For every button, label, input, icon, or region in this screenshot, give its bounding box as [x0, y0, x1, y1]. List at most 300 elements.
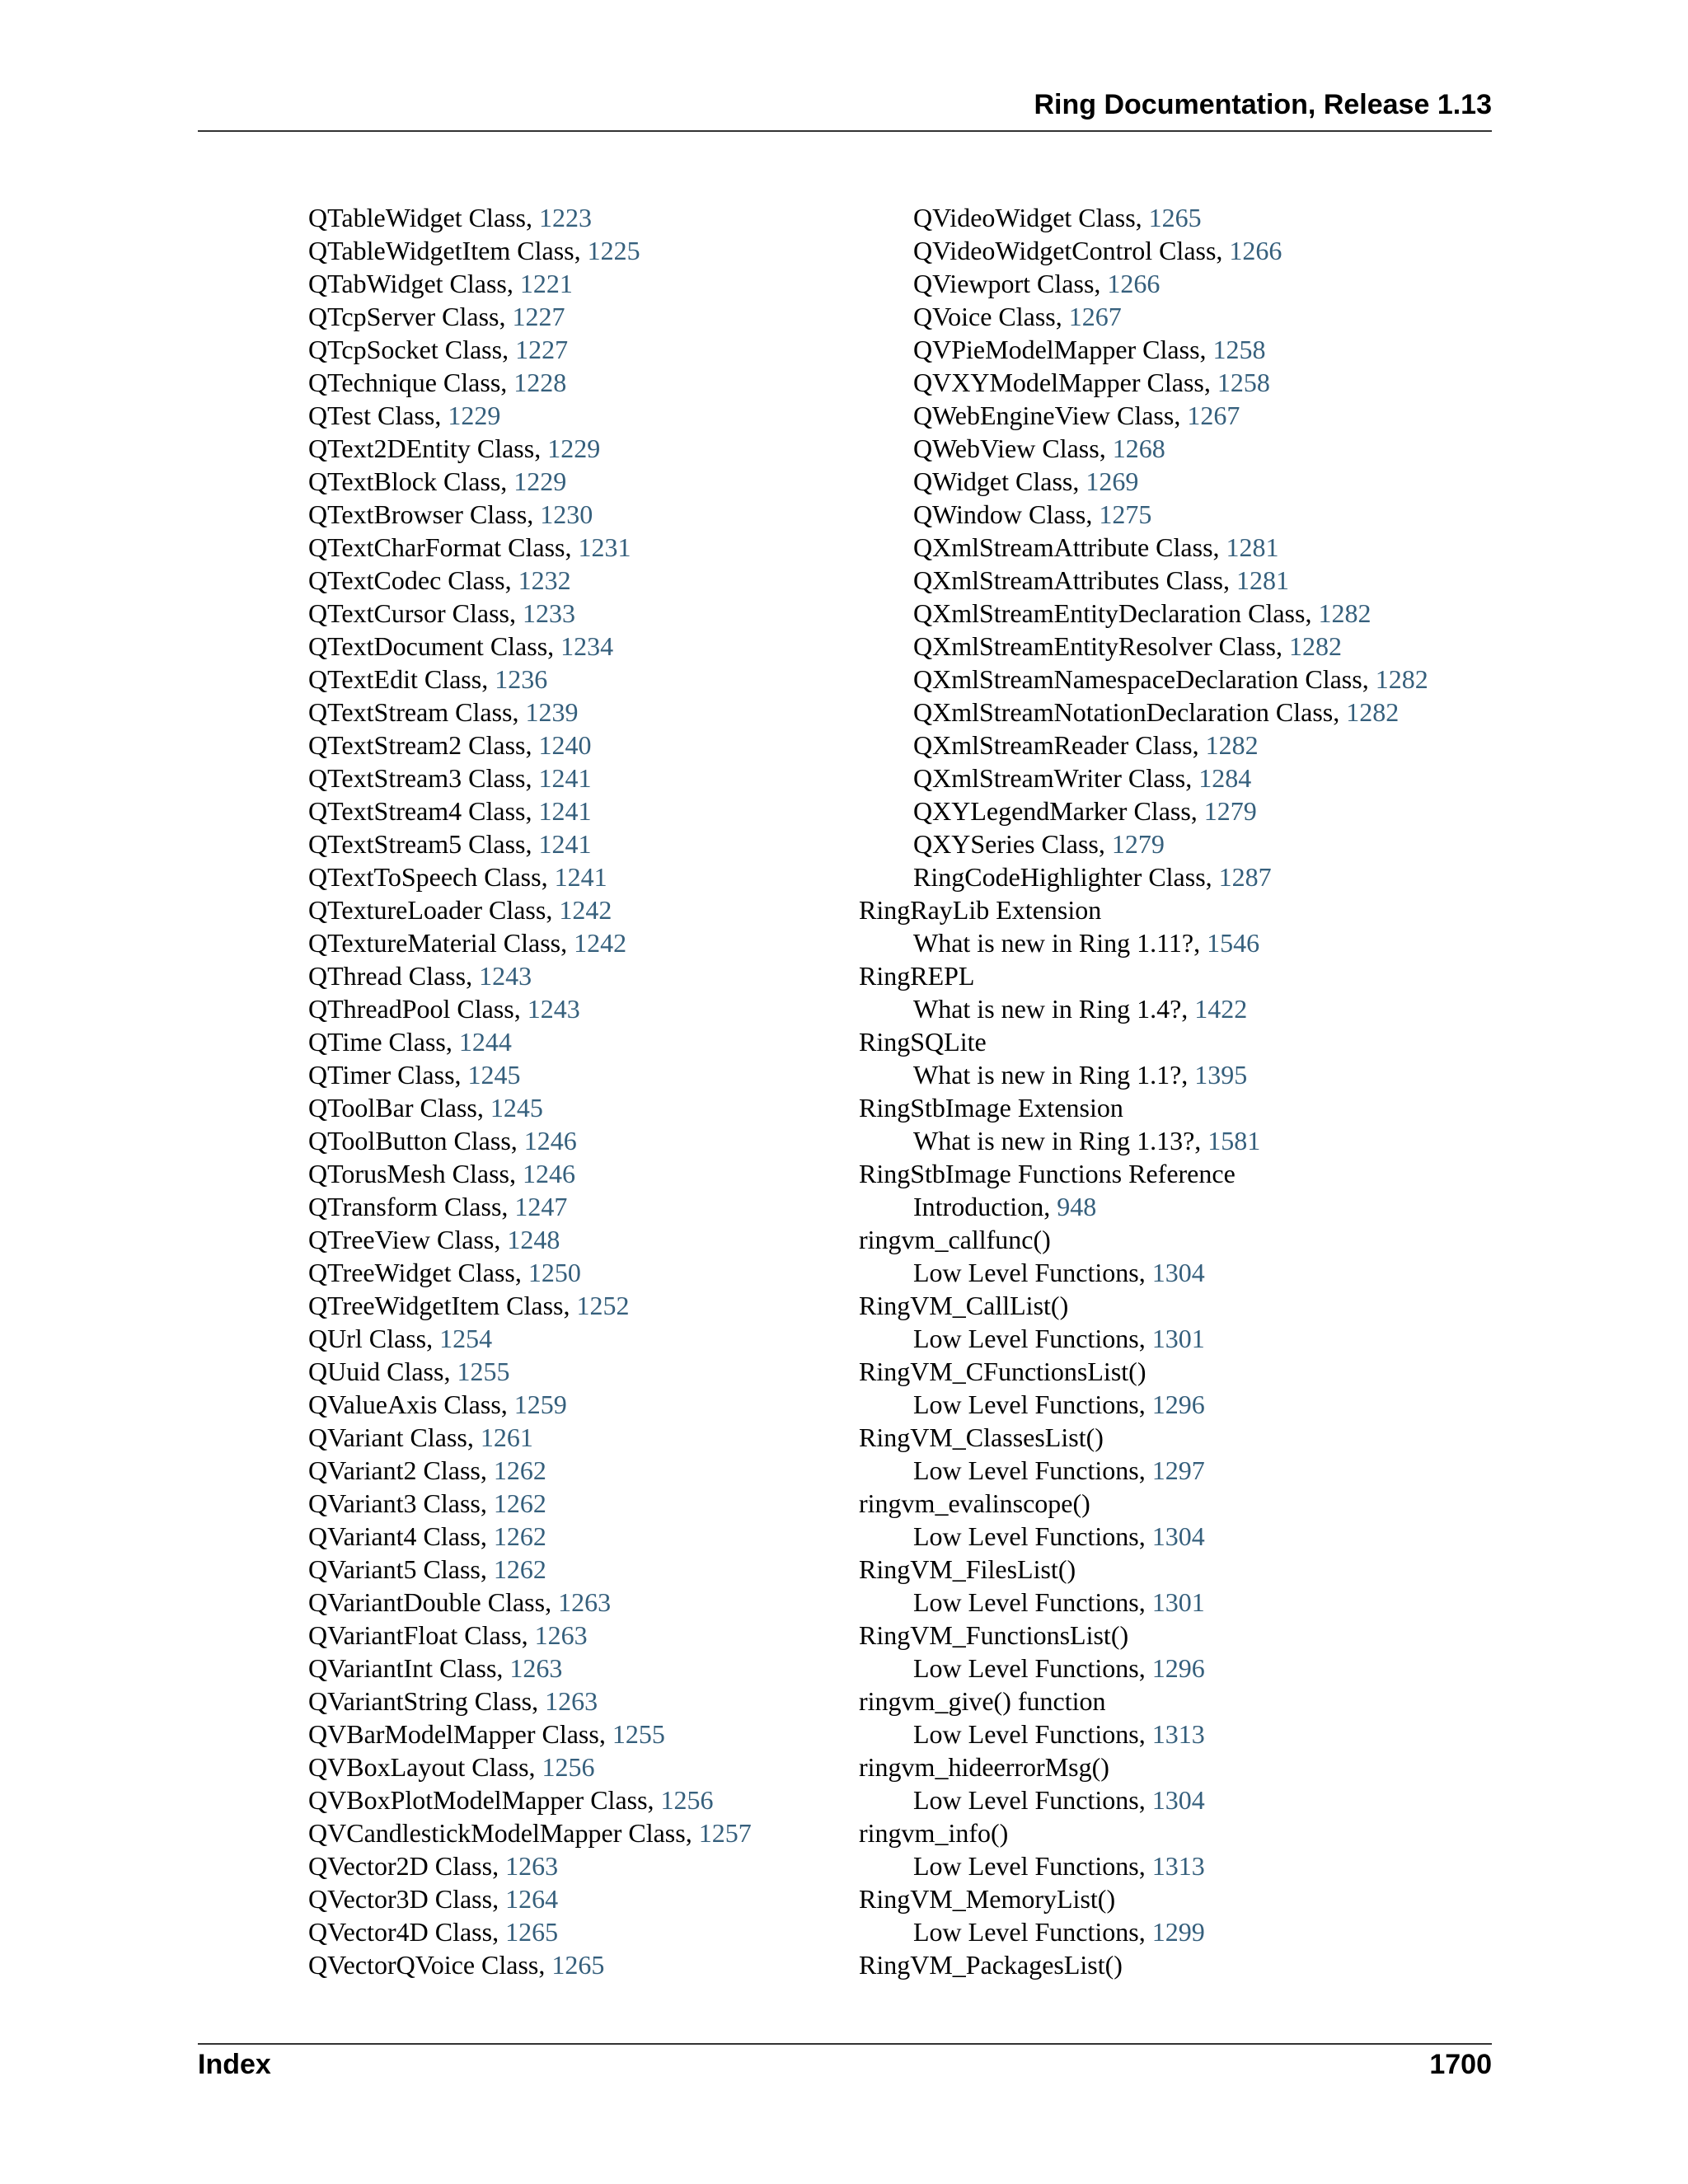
page-reference-link[interactable]: 1240	[538, 730, 592, 760]
index-term: Low Level Functions,	[913, 1785, 1152, 1815]
index-subentry	[254, 1190, 864, 1223]
index-subentry	[859, 1718, 1485, 1750]
index-term: QTreeWidget Class,	[308, 1258, 528, 1287]
page-reference-link[interactable]: 1304	[1151, 1785, 1205, 1815]
index-subentry	[254, 1289, 864, 1322]
page-reference-link[interactable]: 1241	[538, 796, 592, 826]
index-entry	[859, 1289, 1485, 1322]
index-term: RingStbImage Extension	[859, 1093, 1123, 1122]
index-subentry	[254, 1355, 864, 1388]
index-term: RingVM_PackagesList()	[859, 1950, 1123, 1980]
index-term: QVariant4 Class,	[308, 1521, 494, 1551]
index-term: QTest Class,	[308, 401, 448, 430]
index-subentry	[859, 696, 1485, 729]
index-subentry	[254, 794, 864, 827]
page-reference-link[interactable]: 1296	[1151, 1390, 1205, 1419]
index-term: QWidget Class,	[913, 466, 1086, 496]
index-term: QToolBar Class,	[308, 1093, 490, 1122]
index-entry	[859, 1750, 1485, 1783]
index-subentry	[254, 1586, 864, 1619]
index-subentry	[859, 564, 1485, 597]
index-term: QTextCharFormat Class,	[308, 532, 579, 562]
page-reference-link[interactable]: 1254	[439, 1324, 493, 1353]
page-reference-link[interactable]: 1282	[1346, 697, 1400, 727]
index-term: QWebEngineView Class,	[913, 401, 1188, 430]
index-term: Low Level Functions,	[913, 1455, 1152, 1485]
index-entry	[859, 1816, 1485, 1849]
page-reference-link[interactable]: 1282	[1375, 664, 1428, 694]
index-subentry	[859, 465, 1485, 498]
index-subentry	[254, 498, 864, 531]
index-subentry	[859, 597, 1485, 630]
index-subentry	[254, 1454, 864, 1487]
index-term: QTreeView Class,	[308, 1225, 508, 1254]
index-subentry	[254, 1124, 864, 1157]
page-reference-link[interactable]: 1281	[1226, 532, 1279, 562]
index-term: Low Level Functions,	[913, 1917, 1152, 1947]
index-subentry	[254, 992, 864, 1025]
page-reference-link[interactable]: 1269	[1085, 466, 1139, 496]
index-subentry	[254, 1619, 864, 1652]
index-entry	[859, 1685, 1485, 1718]
page-reference-link[interactable]: 1241	[538, 763, 592, 793]
index-subentry	[859, 333, 1485, 366]
index-subentry	[254, 333, 864, 366]
page-reference-link[interactable]: 1267	[1068, 302, 1122, 331]
index-subentry	[254, 1948, 864, 1981]
page-reference-link[interactable]: 1546	[1207, 928, 1260, 958]
index-subentry	[254, 1025, 864, 1058]
index-subentry	[859, 992, 1485, 1025]
page-reference-link[interactable]: 1266	[1229, 236, 1282, 265]
index-column-right	[859, 201, 1485, 1981]
page-reference-link[interactable]: 1422	[1194, 994, 1248, 1024]
page-reference-link[interactable]: 1282	[1288, 631, 1342, 661]
index-subentry	[254, 564, 864, 597]
index-term: QVector2D Class,	[308, 1851, 506, 1881]
index-term: QVPieModelMapper Class,	[913, 335, 1213, 364]
page-reference-link[interactable]: 1262	[493, 1554, 546, 1584]
page-reference-link[interactable]: 948	[1057, 1192, 1097, 1221]
page-reference-link[interactable]: 1262	[493, 1488, 546, 1518]
index-entry	[859, 1157, 1485, 1190]
index-term: RingRayLib Extension	[859, 895, 1102, 925]
index-term: QVoice Class,	[913, 302, 1069, 331]
page-reference-link[interactable]: 1284	[1198, 763, 1252, 793]
page-reference-link[interactable]: 1242	[559, 895, 612, 925]
index-term: QVariantDouble Class,	[308, 1587, 559, 1617]
page-reference-link[interactable]: 1252	[576, 1291, 630, 1320]
index-term: QUuid Class,	[308, 1357, 457, 1386]
index-subentry	[254, 432, 864, 465]
page-reference-link[interactable]: 1242	[574, 928, 627, 958]
index-subentry	[254, 399, 864, 432]
index-subentry	[859, 630, 1485, 663]
index-term: RingVM_CallList()	[859, 1291, 1069, 1320]
page-reference-link[interactable]: 1313	[1151, 1719, 1205, 1749]
index-term: QTextStream4 Class,	[308, 796, 539, 826]
page-reference-link[interactable]: 1233	[522, 598, 575, 628]
index-term: Low Level Functions,	[913, 1521, 1152, 1551]
index-subentry	[254, 926, 864, 959]
page-reference-link[interactable]: 1258	[1212, 335, 1266, 364]
index-subentry	[859, 827, 1485, 860]
page-reference-link[interactable]: 1264	[505, 1884, 559, 1914]
index-subentry	[859, 234, 1485, 267]
index-term: What is new in Ring 1.11?,	[913, 928, 1207, 958]
page-reference-link[interactable]: 1241	[554, 862, 607, 892]
page-reference-link[interactable]: 1261	[480, 1422, 533, 1452]
index-term: QVideoWidgetControl Class,	[913, 236, 1230, 265]
index-subentry	[254, 1322, 864, 1355]
index-term: QWindow Class,	[913, 499, 1100, 529]
index-subentry	[254, 300, 864, 333]
page-reference-link[interactable]: 1243	[479, 961, 532, 991]
page-reference-link[interactable]: 1304	[1151, 1521, 1205, 1551]
index-subentry	[859, 762, 1485, 794]
index-term: ringvm_give() function	[859, 1686, 1106, 1716]
index-subentry	[859, 1058, 1485, 1091]
index-term: QTextCursor Class,	[308, 598, 523, 628]
page-reference-link[interactable]: 1267	[1187, 401, 1240, 430]
index-subentry	[254, 1421, 864, 1454]
index-term: ringvm_callfunc()	[859, 1225, 1051, 1254]
index-term: Low Level Functions,	[913, 1390, 1152, 1419]
index-subentry	[859, 498, 1485, 531]
index-subentry	[254, 1058, 864, 1091]
page-reference-link[interactable]: 1259	[513, 1390, 567, 1419]
page-reference-link[interactable]: 1581	[1207, 1126, 1261, 1155]
index-subentry	[859, 1849, 1485, 1882]
index-term: QXmlStreamEntityDeclaration Class,	[913, 598, 1319, 628]
page-reference-link[interactable]: 1231	[578, 532, 631, 562]
index-term: Introduction,	[913, 1192, 1057, 1221]
page-reference-link[interactable]: 1265	[551, 1950, 605, 1980]
page-reference-link[interactable]: 1304	[1151, 1258, 1205, 1287]
index-subentry	[859, 794, 1485, 827]
index-term: QXYSeries Class,	[913, 829, 1112, 859]
page-reference-link[interactable]: 1262	[493, 1521, 546, 1551]
index-term: QTimer Class,	[308, 1060, 468, 1090]
index-term: QVXYModelMapper Class,	[913, 368, 1217, 397]
index-subentry	[254, 663, 864, 696]
page-reference-link[interactable]: 1245	[490, 1093, 543, 1122]
index-subentry	[254, 1750, 864, 1783]
page-reference-link[interactable]: 1248	[507, 1225, 560, 1254]
index-term: ringvm_hideerrorMsg()	[859, 1752, 1109, 1782]
page-reference-link[interactable]: 1232	[518, 565, 571, 595]
index-subentry	[859, 1520, 1485, 1553]
page-reference-link[interactable]: 1247	[514, 1192, 568, 1221]
footer-divider	[198, 2043, 1492, 2045]
index-term: QThread Class,	[308, 961, 480, 991]
index-term: ringvm_info()	[859, 1818, 1009, 1848]
index-subentry	[859, 1915, 1485, 1948]
index-term: QTextBrowser Class,	[308, 499, 541, 529]
page-reference-link[interactable]: 1258	[1217, 368, 1270, 397]
page-reference-link[interactable]: 1266	[1107, 269, 1160, 298]
page-reference-link[interactable]: 1257	[698, 1818, 752, 1848]
footer-section-label: Index	[198, 2049, 271, 2080]
page-reference-link[interactable]: 1263	[558, 1587, 612, 1617]
index-term: QVariant3 Class,	[308, 1488, 494, 1518]
index-subentry	[254, 959, 864, 992]
index-entry	[859, 1223, 1485, 1256]
index-subentry	[254, 1388, 864, 1421]
page-reference-link[interactable]: 1256	[542, 1752, 595, 1782]
index-term: QValueAxis Class,	[308, 1390, 514, 1419]
page-reference-link[interactable]: 1263	[545, 1686, 598, 1716]
index-term: QVBarModelMapper Class,	[308, 1719, 612, 1749]
page-reference-link[interactable]: 1301	[1151, 1324, 1205, 1353]
page-reference-link[interactable]: 1229	[547, 434, 601, 463]
page-reference-link[interactable]: 1263	[534, 1620, 588, 1650]
page-reference-link[interactable]: 1241	[538, 829, 592, 859]
index-term: QVariantString Class,	[308, 1686, 546, 1716]
index-term: QTextStream Class,	[308, 697, 526, 727]
index-entry	[859, 1355, 1485, 1388]
index-entry	[859, 1025, 1485, 1058]
index-subentry	[859, 1190, 1485, 1223]
page-reference-link[interactable]: 1229	[448, 401, 501, 430]
index-term: QTime Class,	[308, 1027, 459, 1057]
page-reference-link[interactable]: 1256	[660, 1785, 714, 1815]
index-term: QTextStream3 Class,	[308, 763, 539, 793]
index-subentry	[859, 300, 1485, 333]
index-subentry	[254, 893, 864, 926]
index-subentry	[254, 201, 864, 234]
index-subentry	[254, 1091, 864, 1124]
index-subentry	[254, 860, 864, 893]
index-term: QXmlStreamAttribute Class,	[913, 532, 1226, 562]
index-term: QTorusMesh Class,	[308, 1159, 523, 1188]
index-term: QVBoxLayout Class,	[308, 1752, 542, 1782]
index-subentry	[859, 663, 1485, 696]
index-subentry	[859, 1783, 1485, 1816]
index-term: QXmlStreamReader Class,	[913, 730, 1206, 760]
page-reference-link[interactable]: 1230	[540, 499, 593, 529]
index-term: What is new in Ring 1.13?,	[913, 1126, 1208, 1155]
index-term: QTextureLoader Class,	[308, 895, 560, 925]
index-term: QTechnique Class,	[308, 368, 514, 397]
index-term: QTextEdit Class,	[308, 664, 495, 694]
index-entry	[859, 1882, 1485, 1915]
page-reference-link[interactable]: 1313	[1151, 1851, 1205, 1881]
index-subentry	[254, 630, 864, 663]
page-reference-link[interactable]: 1227	[512, 302, 565, 331]
index-subentry	[859, 531, 1485, 564]
index-entry	[859, 893, 1485, 926]
index-subentry	[254, 696, 864, 729]
page-reference-link[interactable]: 1282	[1205, 730, 1259, 760]
page-reference-link[interactable]: 1281	[1236, 565, 1289, 595]
page-reference-link[interactable]: 1268	[1112, 434, 1165, 463]
index-term: QVariant5 Class,	[308, 1554, 494, 1584]
index-term: QTableWidget Class,	[308, 203, 539, 232]
page-reference-link[interactable]: 1250	[528, 1258, 581, 1287]
index-subentry	[859, 1322, 1485, 1355]
index-term: QVectorQVoice Class,	[308, 1950, 552, 1980]
index-subentry	[254, 827, 864, 860]
index-subentry	[254, 1849, 864, 1882]
index-subentry	[859, 926, 1485, 959]
page-reference-link[interactable]: 1287	[1218, 862, 1272, 892]
index-subentry	[859, 860, 1485, 893]
index-term: RingVM_CFunctionsList()	[859, 1357, 1146, 1386]
index-entry	[859, 1421, 1485, 1454]
index-subentry	[859, 1388, 1485, 1421]
index-subentry	[859, 399, 1485, 432]
index-term: RingSQLite	[859, 1027, 987, 1057]
index-subentry	[254, 1157, 864, 1190]
index-term: QTextureMaterial Class,	[308, 928, 574, 958]
page-reference-link[interactable]: 1246	[522, 1159, 575, 1188]
index-term: RingVM_MemoryList()	[859, 1884, 1116, 1914]
index-subentry	[254, 1685, 864, 1718]
index-term: QVideoWidget Class,	[913, 203, 1149, 232]
index-term: ringvm_evalinscope()	[859, 1488, 1090, 1518]
page-reference-link[interactable]: 1229	[513, 466, 567, 496]
page-reference-link[interactable]: 1275	[1099, 499, 1152, 529]
index-term: RingREPL	[859, 961, 975, 991]
index-term: Low Level Functions,	[913, 1587, 1152, 1617]
index-entry	[859, 1619, 1485, 1652]
page-reference-link[interactable]: 1225	[587, 236, 640, 265]
page-reference-link[interactable]: 1239	[525, 697, 579, 727]
footer-page-number: 1700	[1429, 2049, 1492, 2080]
index-term: QTextCodec Class,	[308, 565, 518, 595]
index-term: QTextDocument Class,	[308, 631, 561, 661]
page-reference-link[interactable]: 1296	[1151, 1653, 1205, 1683]
page-reference-link[interactable]: 1265	[1148, 203, 1202, 232]
index-subentry	[254, 1520, 864, 1553]
index-subentry	[859, 1652, 1485, 1685]
index-term: QWebView Class,	[913, 434, 1113, 463]
index-subentry	[254, 1652, 864, 1685]
index-term: QTreeWidgetItem Class,	[308, 1291, 577, 1320]
index-subentry	[859, 366, 1485, 399]
index-term: RingVM_FilesList()	[859, 1554, 1076, 1584]
page-header-title: Ring Documentation, Release 1.13	[1034, 89, 1492, 120]
index-entry	[859, 959, 1485, 992]
index-term: QXmlStreamAttributes Class,	[913, 565, 1236, 595]
index-subentry	[254, 597, 864, 630]
index-subentry	[859, 1124, 1485, 1157]
index-term: QThreadPool Class,	[308, 994, 528, 1024]
index-subentry	[859, 432, 1485, 465]
index-term: QVector3D Class,	[308, 1884, 506, 1914]
index-entry	[859, 1487, 1485, 1520]
index-entry	[859, 1091, 1485, 1124]
page-reference-link[interactable]: 1236	[495, 664, 548, 694]
index-subentry	[254, 1223, 864, 1256]
index-subentry	[254, 366, 864, 399]
index-term: QTextStream5 Class,	[308, 829, 539, 859]
index-term: QText2DEntity Class,	[308, 434, 548, 463]
page-reference-link[interactable]: 1246	[523, 1126, 577, 1155]
index-entry	[859, 1948, 1485, 1981]
index-term: Low Level Functions,	[913, 1258, 1152, 1287]
index-term: QViewport Class,	[913, 269, 1108, 298]
index-subentry	[254, 1882, 864, 1915]
page-reference-link[interactable]: 1395	[1194, 1060, 1248, 1090]
index-entry	[859, 1553, 1485, 1586]
index-term: What is new in Ring 1.1?,	[913, 1060, 1195, 1090]
page-reference-link[interactable]: 1245	[467, 1060, 521, 1090]
index-term: RingVM_ClassesList()	[859, 1422, 1104, 1452]
page-reference-link[interactable]: 1263	[505, 1851, 559, 1881]
page-reference-link[interactable]: 1228	[513, 368, 567, 397]
index-term: QXmlStreamEntityResolver Class,	[913, 631, 1289, 661]
page-reference-link[interactable]: 1282	[1318, 598, 1372, 628]
index-term: QTransform Class,	[308, 1192, 515, 1221]
index-term: QVector4D Class,	[308, 1917, 506, 1947]
index-subentry	[254, 1553, 864, 1586]
index-term: QXmlStreamNotationDeclaration Class,	[913, 697, 1347, 727]
index-subentry	[254, 1783, 864, 1816]
index-term: Low Level Functions,	[913, 1719, 1152, 1749]
index-subentry	[254, 1718, 864, 1750]
index-term: QTextToSpeech Class,	[308, 862, 555, 892]
page-reference-link[interactable]: 1227	[515, 335, 569, 364]
index-subentry	[859, 1454, 1485, 1487]
page-reference-link[interactable]: 1243	[527, 994, 580, 1024]
index-term: QVCandlestickModelMapper Class,	[308, 1818, 699, 1848]
header-divider	[198, 130, 1492, 132]
page-reference-link[interactable]: 1301	[1151, 1587, 1205, 1617]
page-reference-link[interactable]: 1244	[458, 1027, 512, 1057]
index-term: RingStbImage Functions Reference	[859, 1159, 1236, 1188]
index-term: QTextStream2 Class,	[308, 730, 539, 760]
page-reference-link[interactable]: 1279	[1111, 829, 1165, 859]
index-column-left	[254, 201, 864, 1981]
page-reference-link[interactable]: 1255	[612, 1719, 665, 1749]
index-subentry	[254, 1487, 864, 1520]
index-term: QXmlStreamWriter Class,	[913, 763, 1199, 793]
index-term: RingCodeHighlighter Class,	[913, 862, 1219, 892]
page-reference-link[interactable]: 1265	[505, 1917, 559, 1947]
page-reference-link[interactable]: 1297	[1151, 1455, 1205, 1485]
index-term: QVariantInt Class,	[308, 1653, 510, 1683]
index-term: QTabWidget Class,	[308, 269, 520, 298]
index-subentry	[254, 1915, 864, 1948]
index-term: QVariantFloat Class,	[308, 1620, 535, 1650]
page-reference-link[interactable]: 1263	[509, 1653, 563, 1683]
index-term: Low Level Functions,	[913, 1324, 1152, 1353]
index-term: QXYLegendMarker Class,	[913, 796, 1204, 826]
index-subentry	[254, 531, 864, 564]
page-reference-link[interactable]: 1223	[538, 203, 592, 232]
index-term: What is new in Ring 1.4?,	[913, 994, 1195, 1024]
page-reference-link[interactable]: 1299	[1151, 1917, 1205, 1947]
index-subentry	[859, 729, 1485, 762]
index-term: QVBoxPlotModelMapper Class,	[308, 1785, 661, 1815]
index-term: Low Level Functions,	[913, 1851, 1152, 1881]
index-subentry	[859, 201, 1485, 234]
page-reference-link[interactable]: 1234	[560, 631, 614, 661]
index-subentry	[859, 1256, 1485, 1289]
index-term: QXmlStreamNamespaceDeclaration Class,	[913, 664, 1376, 694]
index-term: QVariant2 Class,	[308, 1455, 494, 1485]
index-term: QTextBlock Class,	[308, 466, 514, 496]
index-subentry	[859, 1586, 1485, 1619]
page-reference-link[interactable]: 1262	[493, 1455, 546, 1485]
index-subentry	[859, 267, 1485, 300]
page-reference-link[interactable]: 1279	[1203, 796, 1257, 826]
page-reference-link[interactable]: 1221	[519, 269, 573, 298]
index-term: QTcpServer Class,	[308, 302, 513, 331]
page-reference-link[interactable]: 1255	[457, 1357, 510, 1386]
